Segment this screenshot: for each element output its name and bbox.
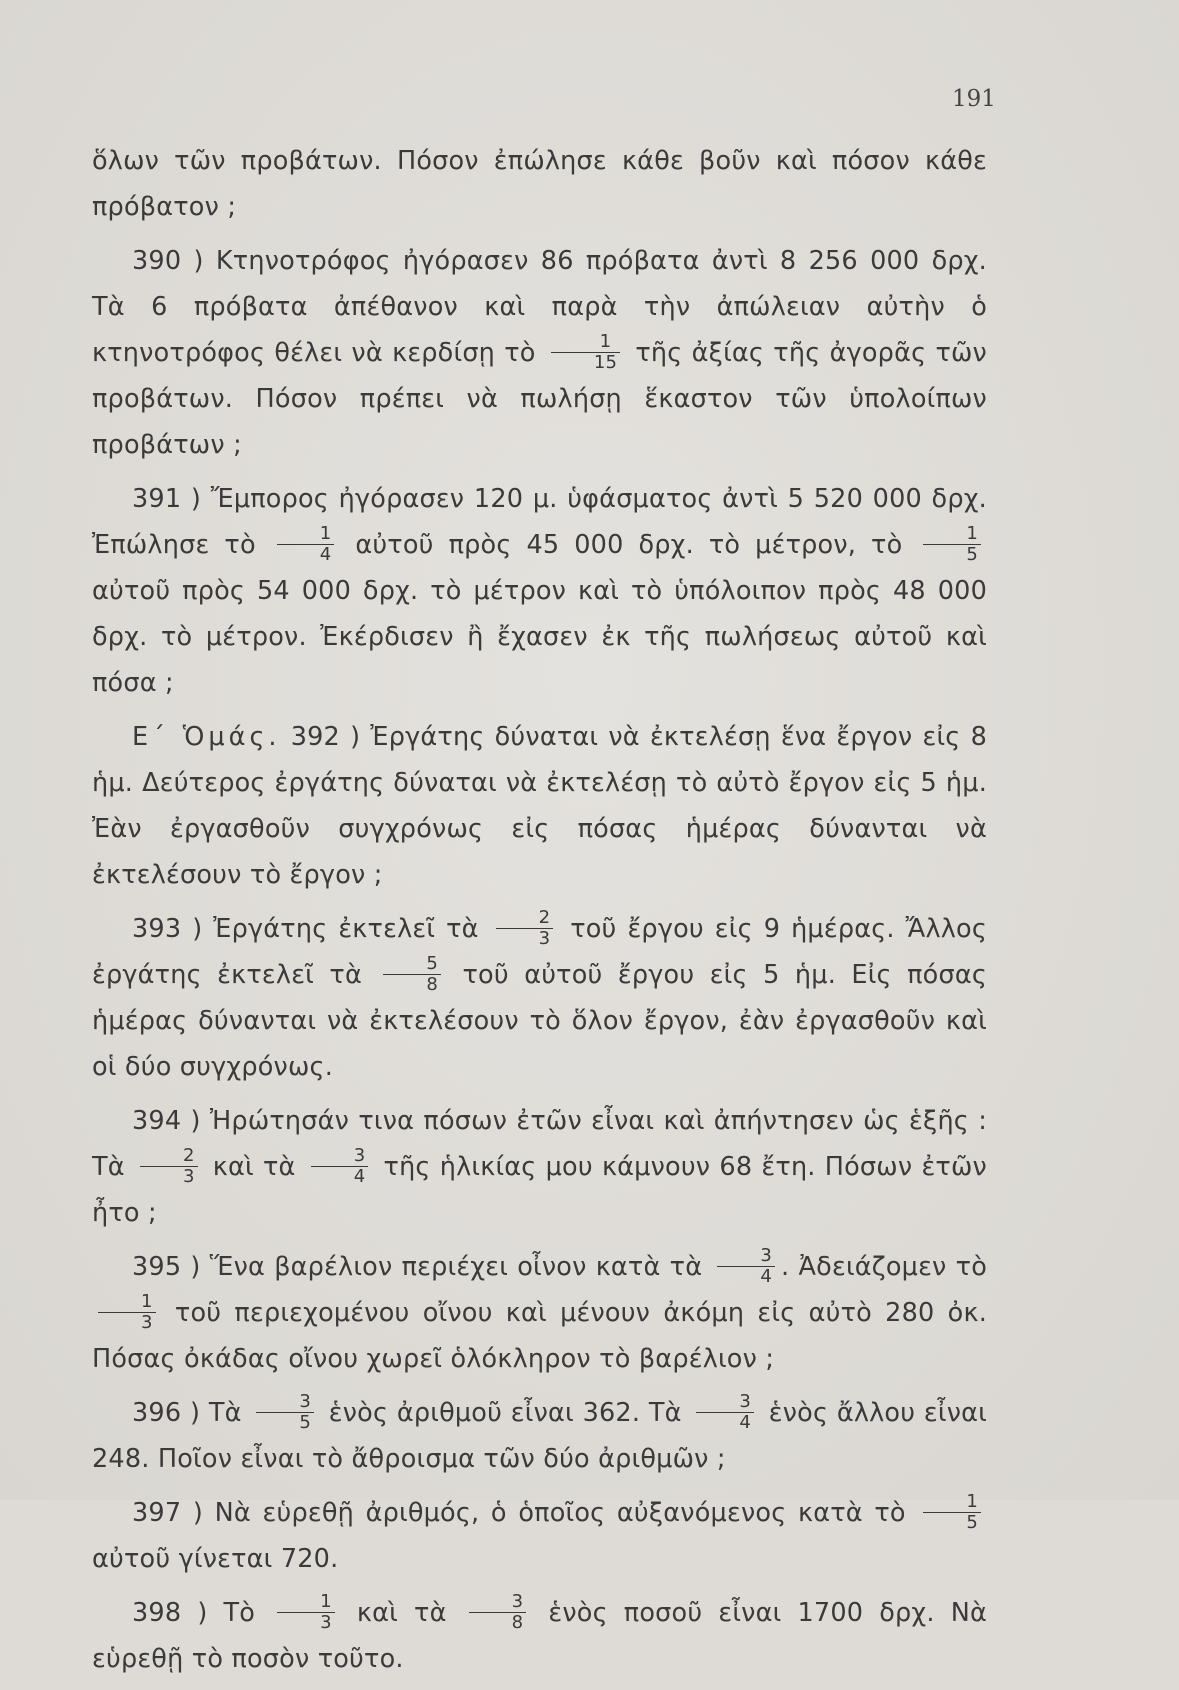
denominator: 5 [923,1512,981,1533]
problem-392 [92,714,987,898]
paragraph-text: 396 ) Τὰ [132,1398,242,1428]
denominator: 4 [311,1166,369,1187]
paragraph-text: αὐτοῦ πρὸς 45 000 δρχ. τὸ μέτρον, τὸ [355,530,903,560]
denominator: 4 [717,1266,775,1287]
fraction [256,1392,314,1433]
fraction [311,1146,369,1187]
problem-390 [92,238,987,468]
fraction [469,1592,527,1633]
fraction [277,524,335,565]
page-body [92,138,987,1690]
denominator: 3 [496,928,554,949]
denominator: 3 [140,1166,198,1187]
problem-391 [92,476,987,706]
problem-394 [92,1098,987,1236]
numerator: 3 [353,1144,366,1166]
problem-398 [92,1590,987,1682]
denominator: 3 [98,1312,156,1333]
numerator: 3 [511,1590,524,1612]
fraction [551,332,620,373]
paragraph-text: τοῦ αὐτοῦ ἔργου εἰς 5 ἡμ. Εἰς πόσας ἡμέρας δύνανται νὰ ἐκτελέσουν τὸ ὅλον ἔργον, ἐὰν ἐργασθοῦν καὶ οἱ δύο συγχρόνως. [92,960,988,1082]
numerator: 1 [966,522,979,544]
numerator: 1 [320,1590,332,1612]
numerator: 2 [538,906,551,928]
problem-397 [92,1490,987,1582]
problem-395 [92,1244,987,1382]
problem-393 [92,906,987,1090]
denominator: 8 [383,974,441,995]
paragraph-text: 390 ) Κτηνοτρόφος ἠγόρασεν 86 πρόβατα ἀντὶ 8 256 000 δρχ. Τὰ 6 πρόβατα ἀπέθανον καὶ παρὰ τὴν ἀπώλειαν αὐτὴν ὁ κτηνοτρόφος θέλει νὰ κερδίσῃ τὸ [92,246,987,368]
paragraph-text: 391 ) Ἔμπορος ἠγόρασεν 120 μ. ὑφάσματος ἀντὶ 5 520 000 δρχ. Ἐπώλησε τὸ [92,484,987,560]
paragraph-text: 394 ) Ἠρώτησάν τινα πόσων ἐτῶν εἶναι καὶ ἀπήντησεν ὡς ἑξῆς : Τὰ [92,1106,987,1182]
denominator: 8 [469,1612,527,1633]
numerator: 5 [426,952,439,974]
denominator: 4 [696,1412,754,1433]
paragraph-text: ἑνὸς ἄλλου εἶναι 248. Ποῖον εἶναι τὸ ἄθροισμα τῶν δύο ἀριθμῶν ; [92,1398,987,1474]
fraction [98,1292,156,1333]
paragraph-text: τοῦ ἔργου εἰς 9 ἡμέρας. Ἄλλος ἐργάτης ἐκτελεῖ τὰ [92,914,987,990]
problem-396 [92,1390,987,1482]
paragraph-text: 392 ) Ἐργάτης δύναται νὰ ἐκτελέσῃ ἕνα ἔργον εἰς 8 ἡμ. Δεύτερος ἐργάτης δύναται νὰ ἐκτελέσῃ τὸ αὐτὸ ἔργον εἰς 5 ἡμ. Ἐὰν ἐργασθοῦν συγχρόνως εἰς πόσας ἡμέρας δύνανται νὰ ἐκτελέσουν τὸ ἔργον ; [92,722,988,890]
paragraph-text: τῆς ἡλικίας μου κάμνουν 68 ἔτη. Πόσων ἐτῶν ἦτο ; [92,1152,987,1228]
paragraph-text: αὐτοῦ γίνεται 720. [92,1544,339,1574]
numerator: 3 [760,1244,773,1266]
fraction [383,954,441,995]
numerator: 1 [966,1490,978,1512]
numerator: 1 [599,330,612,352]
paragraph-text: ἑνὸς ποσοῦ εἶναι 1700 δρχ. Νὰ εὑρεθῇ τὸ ποσὸν τοῦτο. [92,1598,987,1674]
denominator: 4 [277,544,335,565]
numerator: 1 [319,522,332,544]
paragraph-text: 393 ) Ἐργάτης ἐκτελεῖ τὰ [132,914,479,944]
fraction [140,1146,198,1187]
paragraph-text: τοῦ περιεχομένου οἴνου καὶ μένουν ἀκόμη εἰς αὐτὸ 280 ὀκ. Πόσας ὀκάδας οἴνου χωρεῖ ὁλόκληρον τὸ βαρέλιον ; [92,1298,987,1374]
fraction [496,908,554,949]
paragraph-text: . Ἀδειάζομεν τὸ [781,1252,988,1282]
paragraph-text: 397 ) Νὰ εὑρεθῇ ἀριθμός, ὁ ὁποῖος αὐξανόμενος κατὰ τὸ [132,1498,906,1528]
fraction [923,1492,981,1533]
denominator: 5 [923,544,981,565]
fraction [923,524,981,565]
paragraph-text: ὅλων τῶν προβάτων. Πόσον ἐπώλησε κάθε βοῦν καὶ πόσον κάθε πρόβατον ; [92,146,987,222]
fraction [717,1246,775,1287]
paragraph-text: ἑνὸς ἀριθμοῦ εἶναι 362. Τὰ [328,1398,682,1428]
paragraph-text: καὶ τὰ [212,1152,296,1182]
paragraph-continuation [92,138,987,230]
numerator: 3 [739,1390,752,1412]
fraction [696,1392,754,1433]
numerator: 3 [299,1390,312,1412]
paragraph-text: 398 ) Τὸ [132,1598,256,1628]
group-heading: Ε΄ Ὁμάς. [132,722,281,752]
denominator: 3 [277,1612,335,1633]
page-number: 191 [952,86,996,112]
numerator: 1 [141,1290,153,1312]
paragraph-text: καὶ τὰ [356,1598,447,1628]
paragraph-text: αὐτοῦ πρὸς 54 000 δρχ. τὸ μέτρον καὶ τὸ ὑπόλοιπον πρὸς 48 000 δρχ. τὸ μέτρον. Ἐκέρδισεν ἢ ἔχασεν ἐκ τῆς πωλήσεως αὐτοῦ καὶ πόσα ; [92,576,987,698]
paragraph-text: 395 ) Ἕνα βαρέλιον περιέχει οἶνον κατὰ τὰ [132,1252,703,1282]
paragraph-text: τῆς ἀξίας τῆς ἀγορᾶς τῶν προβάτων. Πόσον πρέπει νὰ πωλήσῃ ἕκαστον τῶν ὑπολοίπων προβάτων ; [92,338,988,460]
numerator: 2 [182,1144,195,1166]
denominator: 5 [256,1412,314,1433]
denominator: 15 [551,352,620,373]
fraction [277,1592,335,1633]
